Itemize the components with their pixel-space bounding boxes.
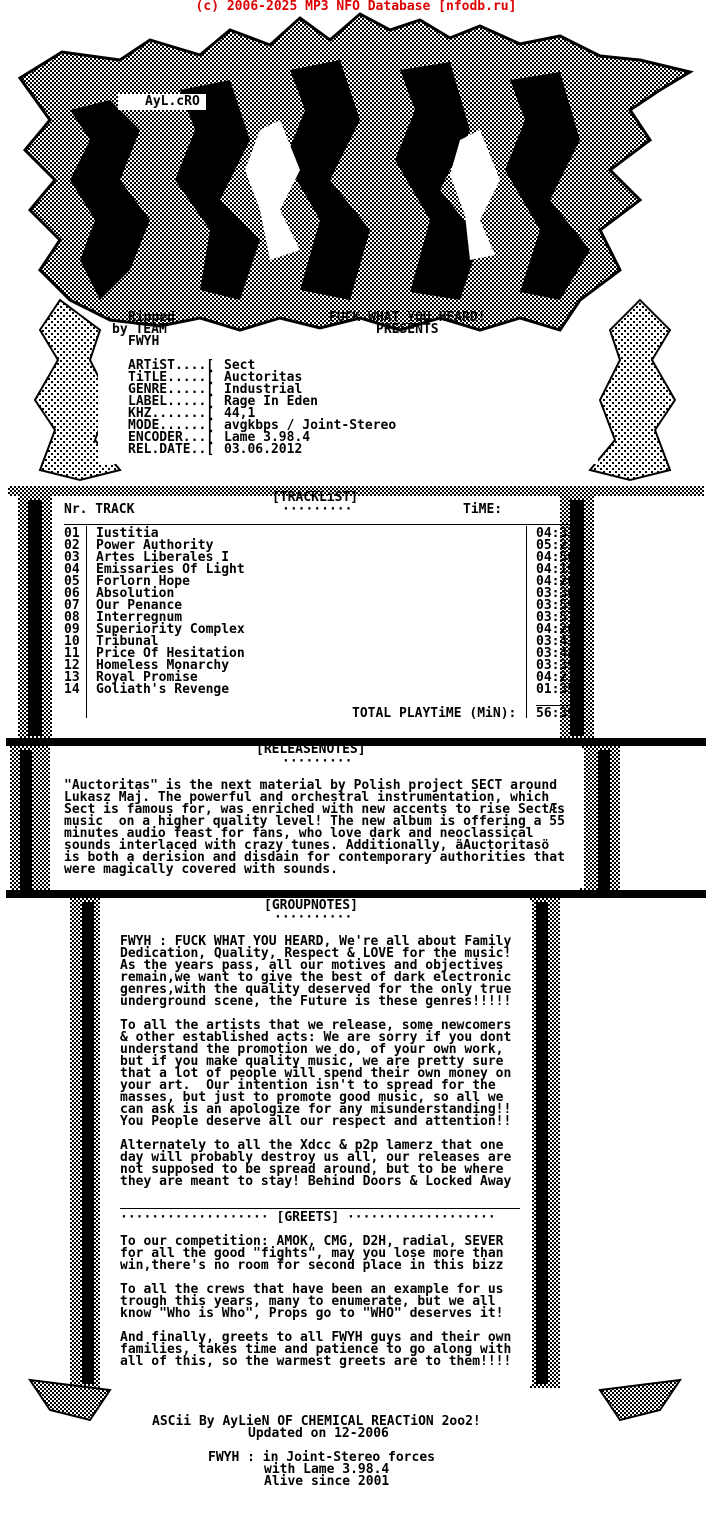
- greets-rule: [120, 1208, 520, 1209]
- info-value-label: Rage In Eden: [224, 394, 318, 409]
- track-time: 05:21: [536, 538, 576, 553]
- greets-paragraph-2: [120, 1284, 504, 1320]
- track-number: 07: [64, 598, 80, 613]
- greets-line: know "Who is Who", Props go to "WHO" deserves it!: [120, 1306, 504, 1321]
- info-key-label: LABEL.....[: [128, 394, 215, 409]
- footer-line-3: Alive since 2001: [264, 1474, 390, 1489]
- greets-line: trough this years, many to enumerate, but we all: [120, 1294, 496, 1309]
- track-number: 08: [64, 610, 80, 625]
- releasenotes-line: "Auctoritas" is the next material by Polish project SECT around: [64, 778, 558, 793]
- track-time: 04:19: [536, 562, 576, 577]
- track-number: 05: [64, 574, 80, 589]
- logo-shape: [20, 14, 690, 330]
- info-key-artist: ARTiST....[: [128, 358, 215, 373]
- groupnotes-paragraph-3: [120, 1140, 511, 1188]
- groupnotes-line: day will probably destroy us all, our releases are: [120, 1150, 512, 1165]
- releasenotes-line: is both a derision and disdain for contemporary authorities that: [64, 850, 565, 865]
- tracklist-names: [96, 528, 245, 696]
- track-number: 06: [64, 586, 80, 601]
- track-number: 09: [64, 622, 80, 637]
- info-value-reldate: 03.06.2012: [224, 442, 303, 457]
- track-name: Tribunal: [96, 634, 159, 649]
- info-key-genre: GENRE.....[: [128, 382, 215, 397]
- track-time: 04:21: [536, 670, 576, 685]
- track-time: 04:56: [536, 550, 576, 565]
- track-number: 02: [64, 538, 80, 553]
- releasenotes-line: sounds interlaced with crazy tunes. Additionally, äAuctoritasö: [64, 838, 550, 853]
- groupnotes-line: underground scene, the Future is these genres!!!!!: [120, 994, 512, 1009]
- groupnotes-line: that a lot of people will spend their own money on: [120, 1066, 512, 1081]
- greets-line: all of this, so the warmest greets are to them!!!!: [120, 1354, 512, 1369]
- groupnotes-line: not supposed to be spread around, but to be where: [120, 1162, 504, 1177]
- track-name: Royal Promise: [96, 670, 198, 685]
- tracklist-vline-left: [86, 526, 87, 718]
- groupnotes-title: [GROUPNOTES]: [264, 898, 358, 913]
- track-number: 12: [64, 658, 80, 673]
- tracklist-dots: ·········: [282, 502, 353, 517]
- track-name: Goliath's Revenge: [96, 682, 230, 697]
- track-time: 03:39: [536, 658, 576, 673]
- tracklist-vline-right: [526, 526, 527, 718]
- track-name: Emissaries Of Light: [96, 562, 245, 577]
- track-name: Interregnum: [96, 610, 183, 625]
- tracklist-times: [536, 528, 575, 696]
- info-value-artist: Sect: [224, 358, 256, 373]
- presents-line-1: FUCK WHAT YOU HEARD!: [329, 310, 486, 325]
- footer-line-2: with Lame 3.98.4: [264, 1462, 390, 1477]
- releasenotes-line: music on a higher quality level! The new album is offering a 55: [64, 814, 565, 829]
- groupnotes-paragraph-1: [120, 936, 511, 1008]
- total-playtime-label: TOTAL PLAYTiME (MiN):: [352, 706, 517, 721]
- track-name: Homeless Monarchy: [96, 658, 230, 673]
- groupnotes-line: masses, but just to promote good music, so all we: [120, 1090, 504, 1105]
- releasenotes-dots: ·········: [282, 754, 353, 769]
- track-time: 03:48: [536, 646, 576, 661]
- groupnotes-line: As the years pass, all our motives and objectives: [120, 958, 504, 973]
- groupnotes-line: can ask is an apologize for any misunderstanding!!: [120, 1102, 512, 1117]
- track-time: 03:57: [536, 610, 576, 625]
- track-name: Absolution: [96, 586, 175, 601]
- greets-line: And finally, greets to all FWYH guys and their own: [120, 1330, 512, 1345]
- groupnotes-line: remain,we want to give the best of dark electronic: [120, 970, 512, 985]
- track-number: 14: [64, 682, 80, 697]
- track-name: Price Of Hesitation: [96, 646, 245, 661]
- groupnotes-line: but if you make quality music, we are pretty sure: [120, 1054, 504, 1069]
- releasenotes-line: were magically covered with sounds.: [64, 862, 338, 877]
- groupnotes-line: Dedication, Quality, Respect & LOVE for the music!: [120, 946, 512, 961]
- track-name: Superiority Complex: [96, 622, 245, 637]
- total-playtime-value: 56:39: [536, 706, 576, 721]
- tracklist-rule: [64, 524, 578, 525]
- info-key-title: TiTLE.....[: [128, 370, 215, 385]
- tracklist-title: [TRACKLiST]: [272, 490, 359, 505]
- groupnotes-line: You People deserve all our respect and attention!!: [120, 1114, 512, 1129]
- greets-line: families, takes time and patience to go along with: [120, 1342, 512, 1357]
- groupnotes-dots: ··········: [274, 910, 353, 925]
- groupnotes-line: genres,with the quality deserved for the only true: [120, 982, 512, 997]
- site-header: (c) 2006-2025 MP3 NFO Database [nfodb.ru]: [195, 0, 517, 14]
- releasenotes-text: [64, 780, 565, 876]
- greets-paragraph-1: [120, 1236, 504, 1272]
- groupnotes-line: they are meant to stay! Behind Doors & Locked Away: [120, 1174, 512, 1189]
- greets-line: To all the crews that have been an example for us: [120, 1282, 504, 1297]
- groupnotes-line: understand the promotion we do, of your own work,: [120, 1042, 504, 1057]
- ascii-credit: ASCii By AyLieN OF CHEMICAL REACTiON 2oo2!: [152, 1414, 481, 1429]
- greets-title: ··················· [GREETS] ···················: [120, 1210, 496, 1225]
- track-name: Our Penance: [96, 598, 183, 613]
- greets-line: To our competition: AMOK, CMG, D2H, radial, SEVER: [120, 1234, 504, 1249]
- greets-line: for all the good "fights", may you lose more than: [120, 1246, 504, 1261]
- tracklist-numbers: [64, 528, 80, 696]
- info-value-encoder: Lame 3.98.4: [224, 430, 311, 445]
- track-number: 03: [64, 550, 80, 565]
- track-number: 01: [64, 526, 80, 541]
- releasenotes-line: minutes audio feast for fans, who love dark and neoclassical: [64, 826, 534, 841]
- presents-line-2: PRESENTS: [376, 322, 439, 337]
- greets-paragraph-3: [120, 1332, 511, 1368]
- track-time: 03:36: [536, 586, 576, 601]
- track-time: 01:35: [536, 682, 576, 697]
- track-number: 11: [64, 646, 80, 661]
- track-time: 03:59: [536, 598, 576, 613]
- logo-artist-tag: AyL.cRO: [145, 94, 200, 109]
- track-name: Forlorn Hope: [96, 574, 190, 589]
- ripped-line-1: Ripped: [128, 310, 175, 325]
- groupnotes-line: & other established acts: We are sorry if you dont: [120, 1030, 512, 1045]
- footer-line-1: FWYH : in Joint-Stereo forces: [208, 1450, 435, 1465]
- track-name: Iustitia: [96, 526, 159, 541]
- track-number: 10: [64, 634, 80, 649]
- groupnotes-paragraph-2: [120, 1020, 511, 1128]
- track-time: 04:26: [536, 622, 576, 637]
- groupnotes-line: To all the artists that we release, some newcomers: [120, 1018, 512, 1033]
- info-value-mode: avgkbps / Joint-Stereo: [224, 418, 397, 433]
- groupnotes-line: FWYH : FUCK WHAT YOU HEARD, We're all about Family: [120, 934, 512, 949]
- info-value-genre: Industrial: [224, 382, 303, 397]
- greets-line: win,there's no room for second place in this bizz: [120, 1258, 504, 1273]
- track-name: Power Authority: [96, 538, 214, 553]
- info-value-khz: 44,1: [224, 406, 256, 421]
- track-name: Artes Liberales I: [96, 550, 230, 565]
- tracklist-col-track: Nr. TRACK: [64, 502, 135, 517]
- ripped-line-3: FWYH: [128, 334, 160, 349]
- info-key-encoder: ENCODER...[: [128, 430, 215, 445]
- info-key-mode: MODE......[: [128, 418, 215, 433]
- ripped-line-2: by TEAM: [112, 322, 167, 337]
- info-key-reldate: REL.DATE..[: [128, 442, 215, 457]
- info-value-title: Auctoritas: [224, 370, 303, 385]
- track-time: 04:26: [536, 574, 576, 589]
- tracklist-col-time: TiME:: [463, 502, 503, 517]
- releasenotes-line: Lukasz Maj. The powerful and orchestral instrumentation, which: [64, 790, 550, 805]
- releasenotes-title: [RELEASENOTES]: [256, 742, 366, 757]
- track-time: 03:43: [536, 634, 576, 649]
- groupnotes-line: Alternately to all the Xdcc & p2p lamerz that one: [120, 1138, 504, 1153]
- track-time: 04:33: [536, 526, 576, 541]
- releasenotes-line: Sect is famous for, was enriched with new accents to rise SectÆs: [64, 802, 565, 817]
- info-key-khz: KHZ.......[: [128, 406, 215, 421]
- track-number: 04: [64, 562, 80, 577]
- updated-line: Updated on 12-2006: [248, 1426, 389, 1441]
- track-number: 13: [64, 670, 80, 685]
- groupnotes-line: your art. Our intention isn't to spread for the: [120, 1078, 496, 1093]
